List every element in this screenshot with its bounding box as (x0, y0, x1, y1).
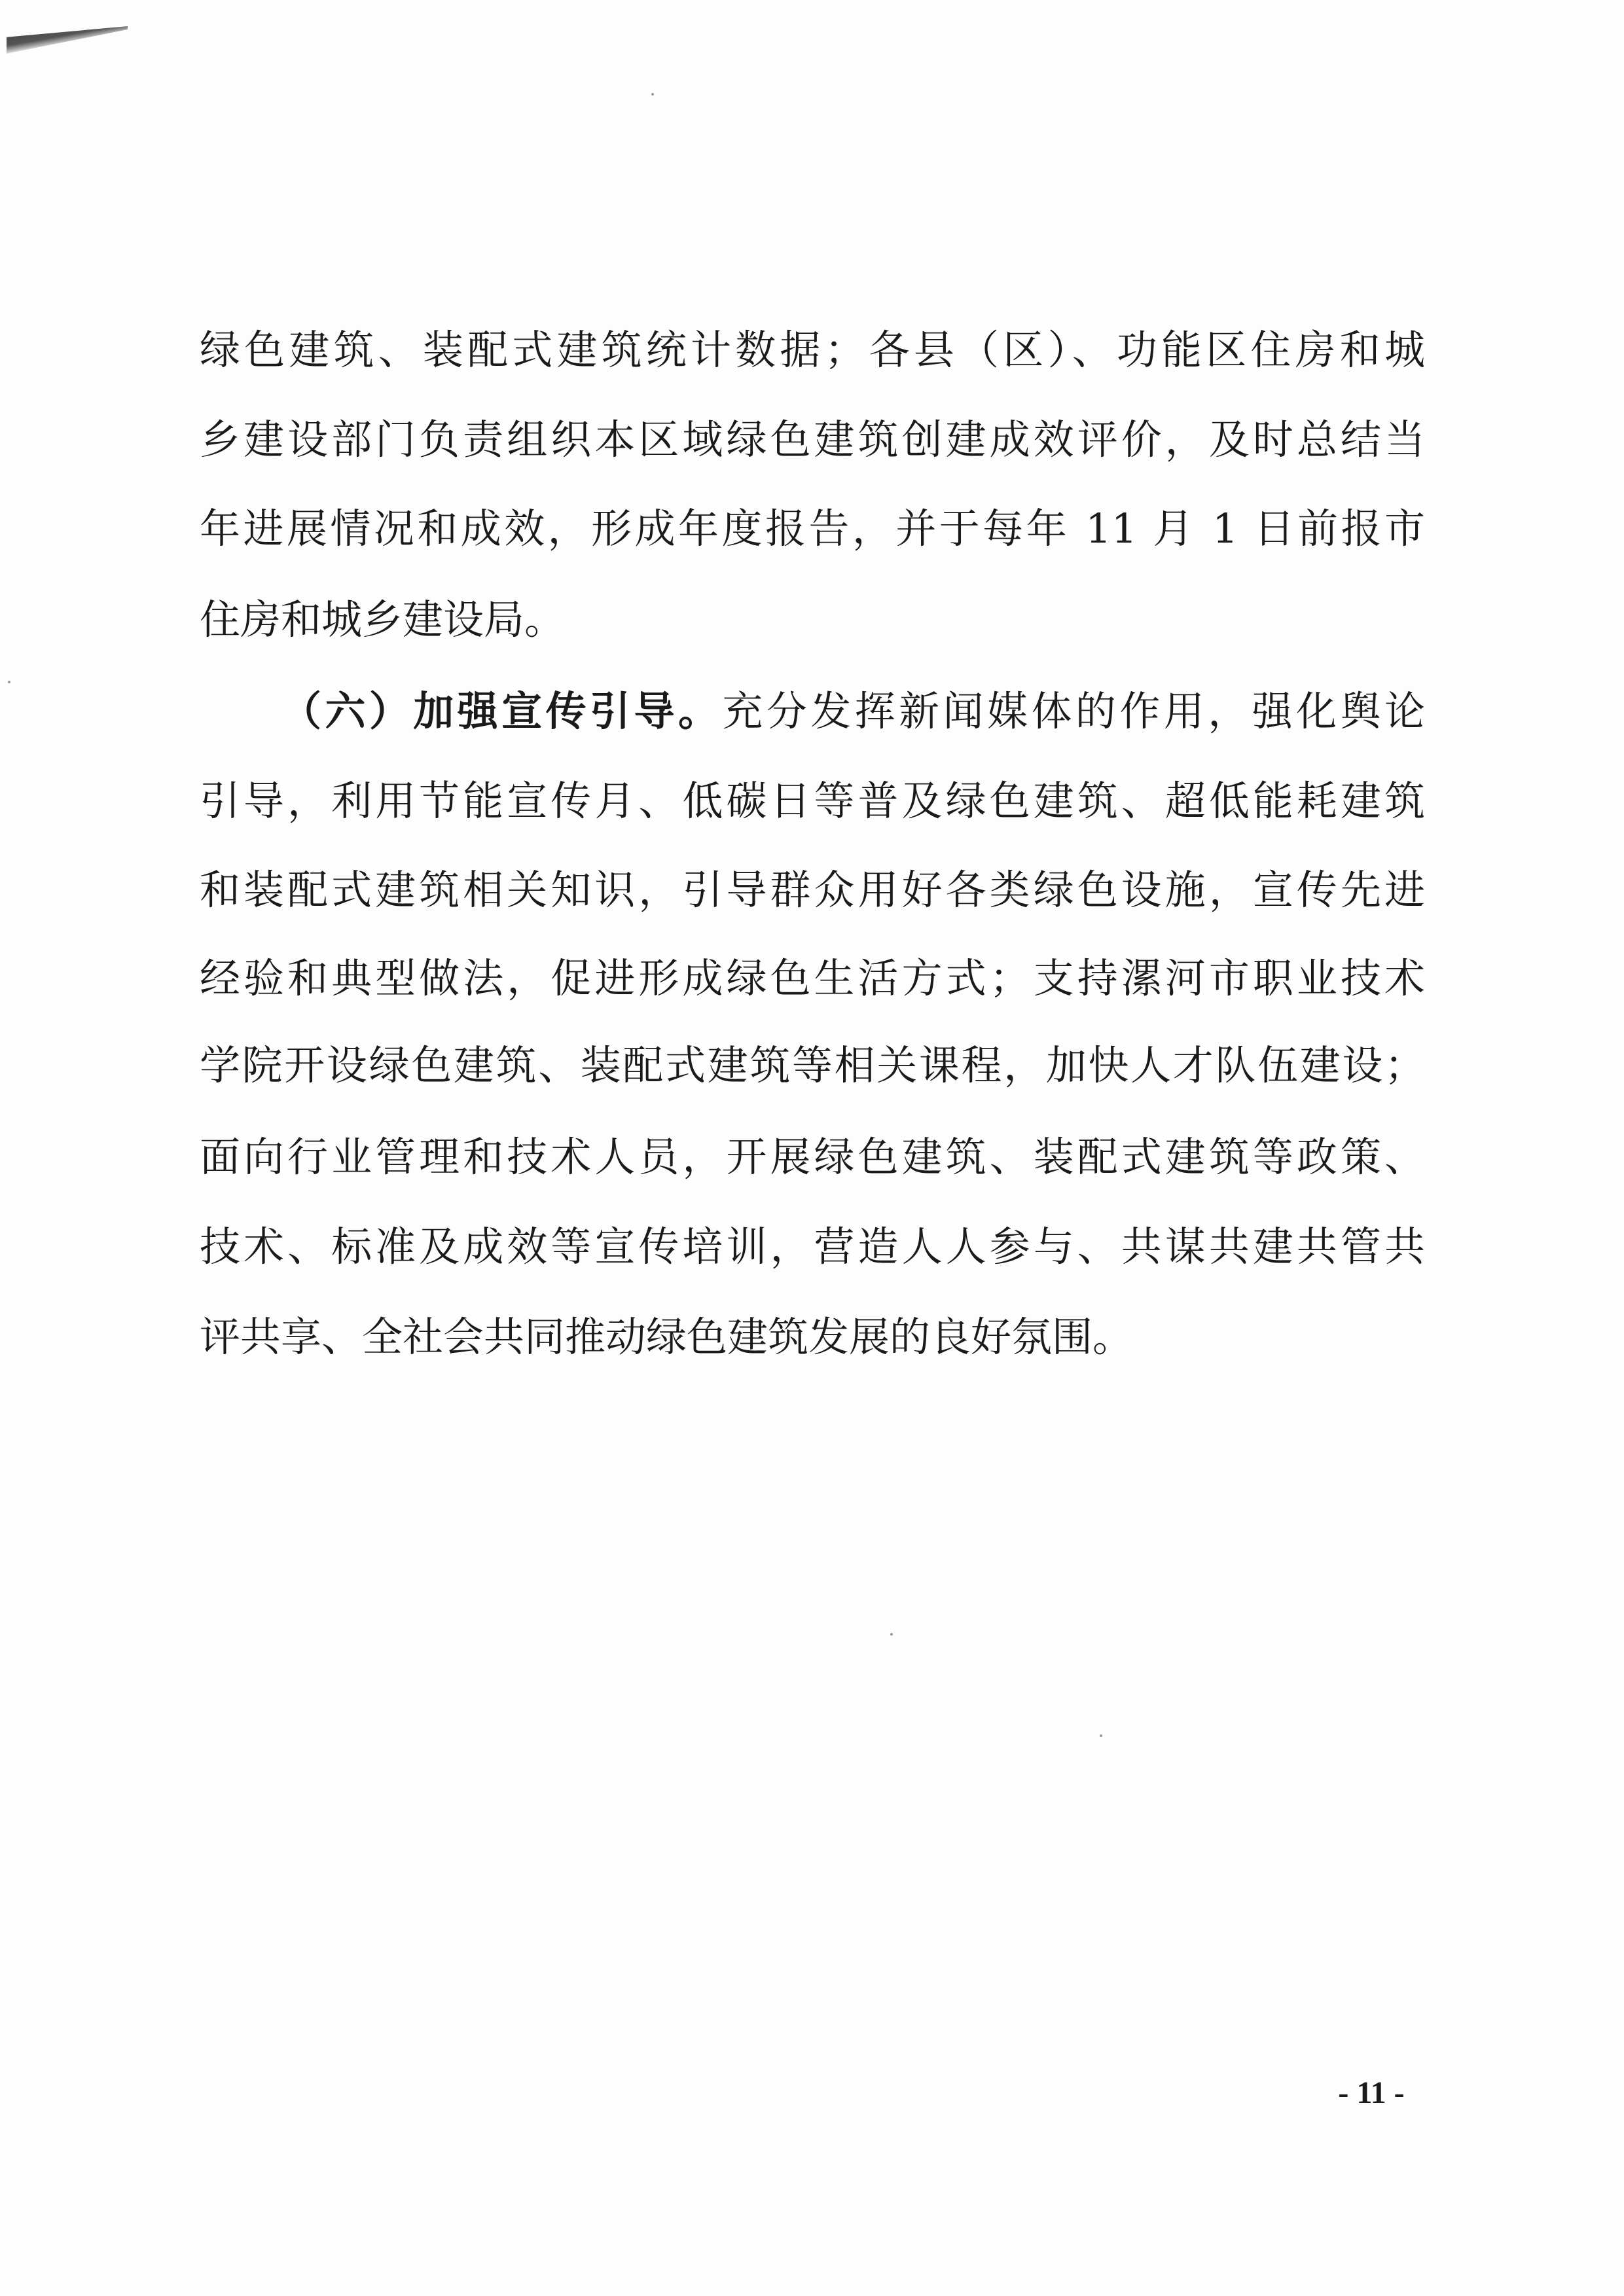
text-line: 绿色建筑、装配式建筑统计数据；各县（区）、功能区住房和城 (200, 326, 1425, 374)
text-line: 评共享、全社会共同推动绿色建筑发展的良好氛围。 (200, 1313, 1134, 1361)
text-line: 经验和典型做法，促进形成绿色生活方式；支持漯河市职业技术 (200, 954, 1425, 1002)
text-span: 充分发挥新闻媒体的作用，强化舆论 (722, 687, 1425, 735)
text-line: 住房和城乡建设局。 (200, 596, 566, 643)
text-line: 和装配式建筑相关知识，引导群众用好各类绿色设施，宣传先进 (200, 866, 1425, 914)
text-line: 技术、标准及成效等宣传培训，营造人人参与、共谋共建共管共 (200, 1223, 1425, 1270)
text-line: 面向行业管理和技术人员，开展绿色建筑、装配式建筑等政策、 (200, 1133, 1425, 1181)
text-line: 乡建设部门负责组织本区域绿色建筑创建成效评价，及时总结当 (200, 416, 1425, 463)
text-line: 引导，利用节能宣传月、低碳日等普及绿色建筑、超低能耗建筑 (200, 777, 1425, 825)
section-first-line (281, 679, 1425, 744)
section-heading: （六）加强宣传引导。 (281, 687, 723, 735)
scan-speck (1100, 1734, 1102, 1737)
text-line: 年进展情况和成效，形成年度报告，并于每年 11 月 1 日前报市 (200, 505, 1425, 552)
scan-speck (651, 93, 654, 96)
scan-speck (890, 1633, 893, 1636)
page-number: - 11 - (1338, 2075, 1405, 2110)
scan-speck (8, 681, 10, 683)
scan-artifact (7, 26, 128, 54)
text-line: 学院开设绿色建筑、装配式建筑等相关课程，加快人才队伍建设； (200, 1041, 1425, 1089)
